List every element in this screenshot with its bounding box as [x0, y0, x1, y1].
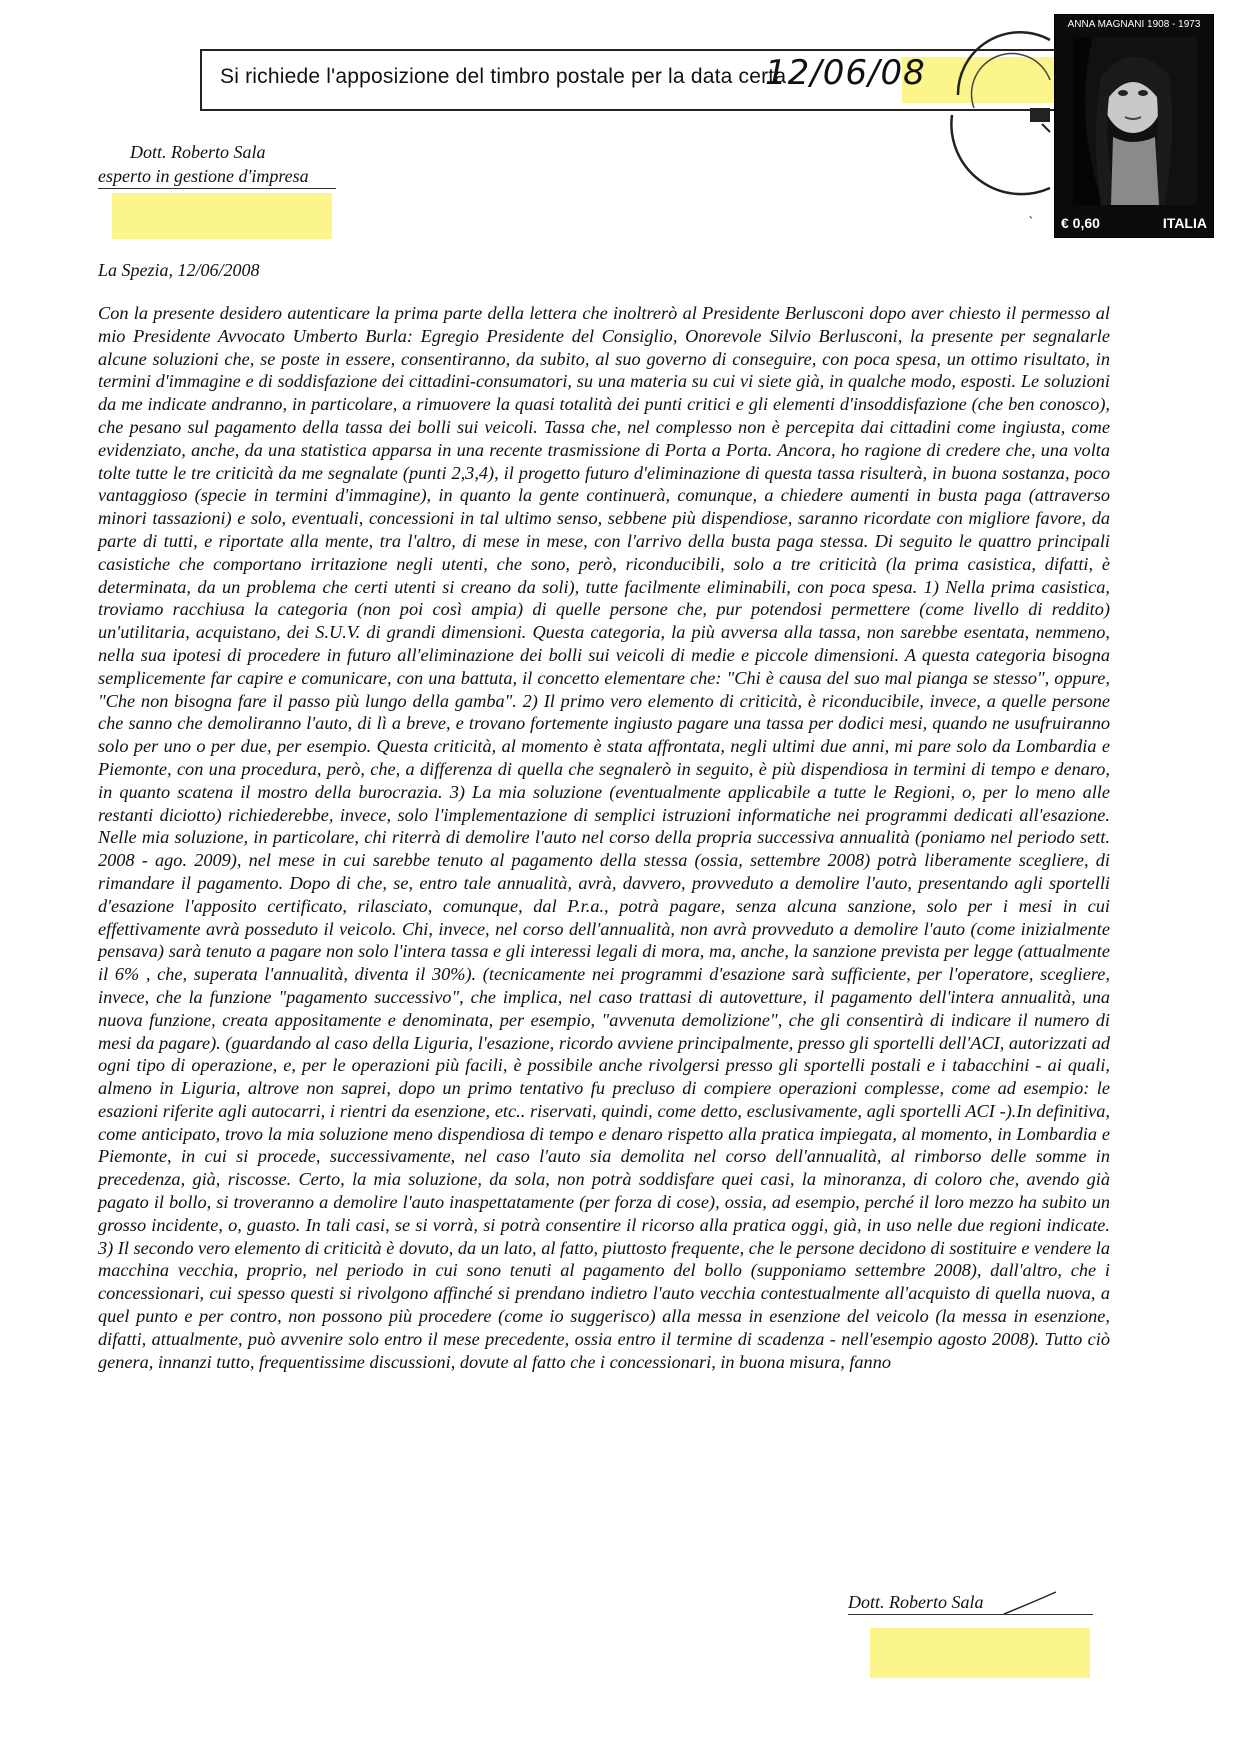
postmark-request-text: Si richiede l'apposizione del timbro postale per la data certa [220, 65, 787, 88]
redaction-highlight-signature [870, 1628, 1090, 1678]
place-and-date: La Spezia, 12/06/2008 [98, 260, 260, 280]
signature-line [848, 1614, 1093, 1615]
postmark-cancellation [930, 20, 1070, 220]
postage-stamp [1054, 14, 1214, 238]
letter-body: Con la presente desidero autenticare la prima parte della lettera che inoltrerò al Presidente Berlusconi dopo aver chiesto il permesso al mio Presidente Avvocato Umberto Burla: Egregio Presidente del Consiglio, Onorevole Silvio Berlusconi, la presente per segnalarle alcune soluzioni che, se poste in essere, consentiranno, da subito, al suo governo di conseguire, con poca spesa, un ottimo risultato, in termini d'immagine e di soddisfazione dei cittadini-consumatori, su una materia su cui vi siete già, in qualche modo, esposti. Le soluzioni da me indicate andranno, in particolare, a rimuovere la quasi totalità dei punti critici e gli elementi d'insoddisfazione (che ben conosco), che pesano sul pagamento della tassa dei bolli sui veicoli. Tassa che, nel complesso non è percepita dai cittadini come ingiusta, come evidenziato, anche, da una statistica apparsa in una recente trasmissione di Porta a Porta. Ancora, ho ragione di credere che, una volta tolte tutte le tre criticità da me segnalate (punti 2,3,4), il progetto futuro d'eliminazione di questa tassa risulterà, in buona sostanza, poco vantaggioso (specie in termini d'immagine), in quanto la gente continuerà, comunque, a chiedere aumenti in busta paga (attraverso minori tassazioni) e solo, eventuali, concessioni in tal ultimo senso, sebbene più dispendiose, saranno ricordate con migliore favore, da parte di tutti, e riportate alla mente, tra l'altro, di mese in mese, con l'arrivo della busta paga stessa. Di seguito le quattro principali casistiche che comportano irritazione negli utenti, che sono, però, riconducibili, solo a tre criticità (la prima casistica, difatti, è determinata, da un problema che certi utenti si creano da soli), tutte facilmente eliminabili, con poca spesa. 1) Nella prima casistica, troviamo racchiusa la categoria (non poi così ampia) di quelle persone che, pur potendosi permettere (come livello di reddito) un'utilitaria, acquistano, dei S.U.V. di grandi dimensioni. Questa categoria, la più avversa alla tassa, non sarebbe esentata, nemmeno, nella sua ipotesi di procedere in futuro all'eliminazione dei bolli sui veicoli di medie e piccole dimensioni. A questa categoria bisogna semplicemente far capire e comunicare, con una battuta, il concetto elementare che: "Chi è causa del suo mal pianga se stesso", oppure, "Che non bisogna fare il passo più lungo della gamba". 2) Il primo vero elemento di criticità, è riconducibile, invece, a quelle persone che sanno che demoliranno l'auto, di lì a breve, e trovano fortemente ingiusto pagare una tassa per dodici mesi, quando ne usufruiranno solo per uno o per due, per esempio. Questa criticità, al momento è stata affrontata, negli ultimi due anni, mi pare solo da Lombardia e Piemonte, con una procedura, però, che, a differenza di quella che segnalerò in seguito, è più dispendiosa in termini di tempo e denaro, in quanto scatena il mostro della burocrazia. 3) La mia soluzione (eventualmente applicabile a tutte le Regioni, o, per lo meno alle restanti diciotto) richiederebbe, invece, solo l'implementazione di semplici istruzioni informatiche nei programmi dedicati all'esazione. Nelle mia soluzione, in particolare, chi riterrà di demolire l'auto nel corso della propria successiva annualità (poniamo nel periodo sett. 2008 - ago. 2009), nel mese in cui sarebbe tenuto al pagamento della stessa (ossia, settembre 2008) potrà liberamente scegliere, di rimandare il pagamento. Dopo di che, se, entro tale annualità, avrà, davvero, provveduto a demolire l'auto, presentando agli sportelli d'esazione l'apposito certificato, rilasciato, comunque, dal P.r.a., potrà pagare, senza alcuna sanzione, solo per i mesi in cui effettivamente avrà posseduto il veicolo. Chi, invece, nel corso dell'annualità, non avrà provveduto a demolire l'auto (come inizialmente pensava) sarà tenuto a pagare non solo l'intera tassa e gli interessi legali di mora, ma, anche, la sanzione prevista per legge (attualmente il 6% , che, superata l'annualità, diventa il 30%). (tecnicamente nei programmi d'esazione sarà sufficiente, per l'operatore, scegliere, invece, che la funzione "pagamento successivo", che implica, nel caso trattasi di autovetture, il pagamento dell'intera annualità, una nuova funzione, creata appositamente e denominata, per esempio, "avvenuta demolizione", che gli consentirà di indicare il numero di mesi da pagare). (guardando al caso della Liguria, l'esazione, ricordo avviene principalmente, presso gli sportelli dell'ACI, autorizzati ad ogni tipo di operazione, e, per le operazioni più facili, è possibile anche rivolgersi presso gli sportelli postali e i tabacchini - ai quali, almeno in Liguria, altrove non saprei, dopo un primo tentativo fu precluso di compiere operazioni complesse, come ad esempio: le esazioni riferite agli autocarri, i rientri da esenzione, etc.. riservati, quindi, come detto, esclusivamente, agli sportelli ACI -).In definitiva, come anticipato, trovo la mia soluzione meno dispendiosa di tempo e denaro rispetto alla pratica impiegata, al momento, in Lombardia e Piemonte, in cui si procede, successivamente, nel caso l'auto sia demolita nel corso dell'annualità, al rimborso delle somme in precedenza, già, riscosse. Certo, la mia soluzione, da sola, non potrà soddisfare quei casi, la minoranza, di coloro che, avendo già pagato il bollo, si troveranno a demolire l'auto inaspettatamente (per forza di cose), ossia, ad esempio, perché il loro mezzo ha subito un grosso incidente, o, guasto. In tali casi, se si vorrà, si potrà consentire il ricorso alla pratica oggi, già, in uso nelle due regioni indicate. 3) Il secondo vero elemento di criticità è dovuto, da un lato, al fatto, piuttosto frequente, che le persone decidono di sostituire e vendere la macchina vecchia, proprio, nel periodo in cui sono tenuti al pagamento del bollo (supponiamo settembre 2008), dall'altro, che i concessionari, cui spesso questi si rivolgono affinché si prendano indietro l'auto vecchia contestualmente all'acquisto di quella nuova, a quel punto e per contro, non possono più procedere (come io suggerisco) alla messa in esenzione del veicolo (la messa in esenzione, difatti, attualmente, può avvenire solo entro il mese precedente, ossia entro il termine di scadenza - nell'esempio agosto 2008). Tutto ciò genera, innanzi tutto, frequentissime discussioni, dovute al fatto che i concessionari, in buona misura, fanno [98, 303, 1110, 1372]
redaction-highlight-sender [112, 193, 332, 239]
sender-title: esperto in gestione d'impresa [98, 166, 309, 186]
stamp-value: € 0,60 [1061, 215, 1100, 231]
handwritten-date: 12/06/08 [765, 53, 926, 93]
stamp-caption: ANNA MAGNANI 1908 - 1973 [1067, 19, 1201, 30]
sender-underline [98, 188, 336, 189]
sender-name: Dott. Roberto Sala [130, 142, 266, 162]
signature-name: Dott. Roberto Sala [848, 1592, 984, 1612]
stamp-country: ITALIA [1162, 215, 1207, 231]
stamp-portrait-image [1073, 37, 1197, 205]
